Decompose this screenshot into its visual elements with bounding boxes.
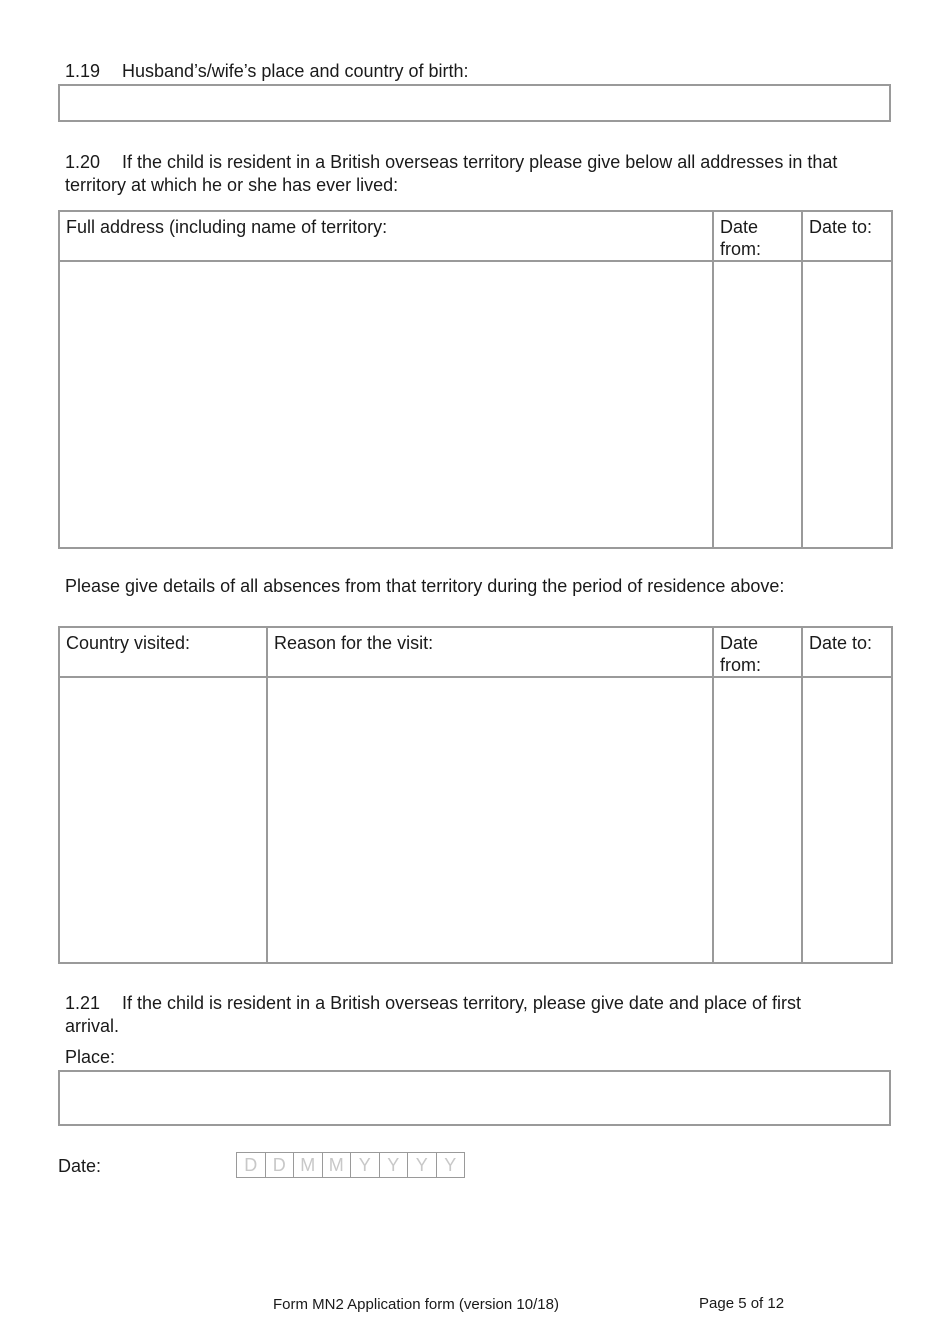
country-visited-cell[interactable] bbox=[59, 677, 267, 963]
address-date-from-cell[interactable] bbox=[713, 261, 802, 548]
footer-form-name: Form MN2 Application form (version 10/18) bbox=[273, 1296, 559, 1313]
q121-label bbox=[65, 992, 895, 1038]
address-column-header: Full address (including name of territory: bbox=[59, 211, 713, 261]
country-visited-header: Country visited: bbox=[59, 627, 267, 677]
date-label: Date: bbox=[58, 1156, 102, 1176]
spouse-birthplace-field[interactable] bbox=[58, 84, 891, 122]
date-digit-box[interactable]: D bbox=[236, 1152, 266, 1178]
q121-text-line2: arrival. bbox=[65, 1016, 120, 1036]
reason-cell[interactable] bbox=[267, 677, 713, 963]
date-digit-box[interactable]: D bbox=[265, 1152, 295, 1178]
reason-header: Reason for the visit: bbox=[267, 627, 713, 677]
date-digit-box[interactable]: Y bbox=[407, 1152, 437, 1178]
absences-header-row bbox=[59, 627, 892, 677]
address-date-from-header: Date from: bbox=[713, 211, 802, 261]
date-digit-box[interactable]: Y bbox=[379, 1152, 409, 1178]
q120-text-line1: If the child is resident in a British overseas territory please give below all addresses in that bbox=[122, 152, 838, 172]
absences-intro: Please give details of all absences from that territory during the period of residence above: bbox=[65, 576, 785, 596]
absence-date-to-header: Date to: bbox=[802, 627, 892, 677]
address-entry-cell[interactable] bbox=[59, 261, 713, 548]
q121-number: 1.21 bbox=[65, 993, 101, 1013]
place-label: Place: bbox=[65, 1047, 116, 1067]
absences-entry-row bbox=[59, 677, 892, 963]
addresses-header-row bbox=[59, 211, 892, 261]
arrival-date-input[interactable] bbox=[236, 1152, 465, 1178]
absence-date-to-cell[interactable] bbox=[802, 677, 892, 963]
address-date-to-cell[interactable] bbox=[802, 261, 892, 548]
q120-text-line2: territory at which he or she has ever lived: bbox=[65, 175, 399, 195]
absences-table bbox=[58, 626, 893, 964]
absence-date-from-cell[interactable] bbox=[713, 677, 802, 963]
date-digit-box[interactable]: M bbox=[322, 1152, 352, 1178]
q119-number: 1.19 bbox=[65, 61, 101, 81]
address-date-to-header: Date to: bbox=[802, 211, 892, 261]
place-field[interactable] bbox=[58, 1070, 891, 1126]
absence-date-from-header: Date from: bbox=[713, 627, 802, 677]
q121-text-line1: If the child is resident in a British overseas territory, please give date and place of first bbox=[122, 993, 801, 1013]
q120-label bbox=[65, 151, 895, 197]
q119-label bbox=[65, 60, 469, 83]
date-digit-box[interactable]: Y bbox=[350, 1152, 380, 1178]
q119-text: Husband’s/wife’s place and country of birth: bbox=[122, 61, 469, 81]
q120-number: 1.20 bbox=[65, 152, 101, 172]
addresses-entry-row bbox=[59, 261, 892, 548]
date-digit-box[interactable]: M bbox=[293, 1152, 323, 1178]
addresses-table bbox=[58, 210, 893, 549]
footer-page-number: Page 5 of 12 bbox=[699, 1295, 785, 1312]
date-digit-box[interactable]: Y bbox=[436, 1152, 466, 1178]
